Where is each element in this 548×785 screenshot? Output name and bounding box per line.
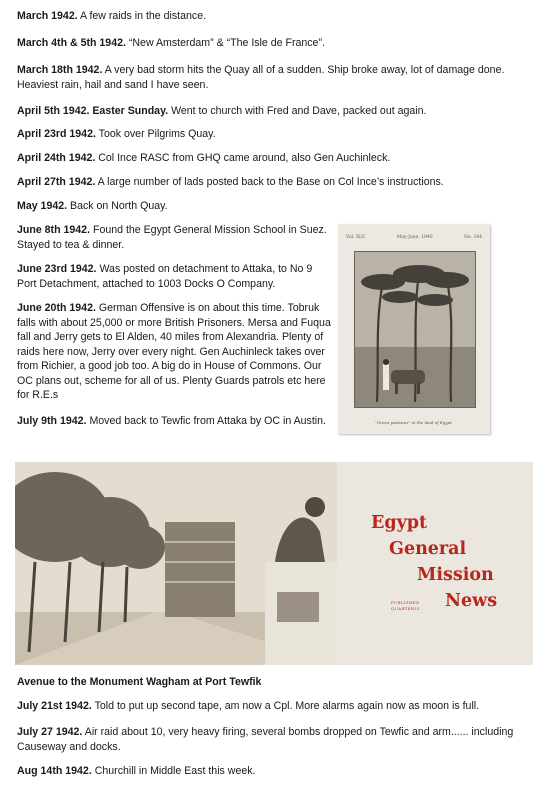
entry-date: April 23rd 1942.: [17, 128, 96, 140]
entry-date: July 27 1942.: [17, 726, 83, 738]
entry-text: A very bad storm hits the Quay all of a sudden. Ship broke away, lot of damage done. Heaviest rain, hail and sand I have seen.: [17, 64, 505, 91]
quarterly-label: QUARTERLY: [391, 606, 421, 611]
avenue-illustration: [15, 462, 337, 665]
diary-entry: [17, 63, 532, 92]
title-line-general: General: [389, 539, 467, 559]
entry-date: June 8th 1942.: [17, 224, 91, 236]
title-line-mission: Mission: [417, 565, 494, 585]
diary-entry: [17, 127, 532, 142]
entry-date: June 23rd 1942.: [17, 263, 97, 275]
cover-caption: “Green pastures” in the land of Egypt.: [375, 420, 453, 425]
magazine-number: No. 244: [463, 235, 482, 240]
entry-text: Air raid about 10, very heavy firing, several bombs dropped on Tewfic and arm...... including Causeway and docks.: [17, 726, 514, 753]
entry-text: A few raids in the distance.: [80, 10, 207, 22]
diary-entry: [17, 199, 532, 214]
diary-entry: [17, 414, 332, 429]
entry-date: March 4th & 5th 1942.: [17, 37, 126, 49]
entry-date: April 5th 1942. Easter Sunday.: [17, 105, 169, 117]
entry-date: July 9th 1942.: [17, 415, 87, 427]
diary-entry: [17, 175, 532, 190]
entry-date: June 20th 1942.: [17, 302, 96, 314]
entry-text: Col Ince RASC from GHQ came around, also Gen Auchinleck.: [98, 152, 391, 164]
diary-entry: [17, 725, 532, 754]
entry-date: May 1942.: [17, 200, 68, 212]
title-line-news: News: [445, 591, 498, 611]
entry-date: July 21st 1942.: [17, 700, 92, 712]
entry-date: March 18th 1942.: [17, 64, 103, 76]
magazine-issue: May-June, 1940: [396, 235, 433, 240]
palm-scene-illustration: [355, 252, 475, 407]
palm-tree-photo: [354, 251, 476, 408]
diary-entry: [17, 36, 532, 51]
magazine-cover-photo: [338, 224, 490, 434]
diary-entry: [17, 151, 532, 166]
entry-date: Aug 14th 1942.: [17, 765, 92, 777]
diary-entry: [17, 223, 332, 252]
diary-entry: [17, 9, 532, 24]
diary-entry: [17, 699, 532, 714]
entry-text: Found the Egypt General Mission School in Suez. Stayed to tea & dinner.: [17, 224, 327, 251]
entry-text: A large number of lads posted back to the Base on Col Ince’s instructions.: [97, 176, 444, 188]
entry-text: Went to church with Fred and Dave, packed out again.: [171, 105, 427, 117]
photo-caption: Avenue to the Monument Wagham at Port Tewfik: [17, 676, 262, 688]
avenue-photograph: [15, 462, 337, 665]
entry-date: April 27th 1942.: [17, 176, 96, 188]
published-label: PUBLISHED: [391, 600, 420, 605]
entry-text: Back on North Quay.: [70, 200, 168, 212]
magazine-volume: Vol. XLV.: [346, 235, 366, 240]
entry-date: April 24th 1942.: [17, 152, 96, 164]
title-line-egypt: Egypt: [371, 513, 428, 533]
diary-entry: [17, 301, 332, 403]
entry-date: March 1942.: [17, 10, 78, 22]
magazine-cover-title: [337, 462, 533, 665]
diary-entry: [17, 104, 532, 119]
diary-entry: [17, 262, 332, 291]
entry-text: Was posted on detachment to Attaka, to No 9 Port Detachment, attached to 1003 Docks O Company.: [17, 263, 313, 290]
diary-entry: [17, 764, 532, 779]
entry-text: Moved back to Tewfic from Attaka by OC in Austin.: [89, 415, 326, 427]
entry-text: German Offensive is on about this time. Tobruk falls with about 25,000 or more British Prisoners. Mersa and Fuqua fall and Jerry gets to El Alden, 40 miles from Alexandria. Plenty of raids here now, Jerry over every night. Gen Auchinleck takes over from Richier, a good job too. A big do in House of Commons. Our OC plans out, scheme for all of us. Plenty Guards patrols etc here for R.E.s: [17, 302, 331, 401]
entry-text: Took over Pilgrims Quay.: [98, 128, 216, 140]
entry-text: Churchill in Middle East this week.: [94, 765, 256, 777]
entry-text: Told to put up second tape, am now a Cpl. More alarms again now as moon is full.: [94, 700, 480, 712]
entry-text: “New Amsterdam” & “The Isle de France”.: [128, 37, 325, 49]
